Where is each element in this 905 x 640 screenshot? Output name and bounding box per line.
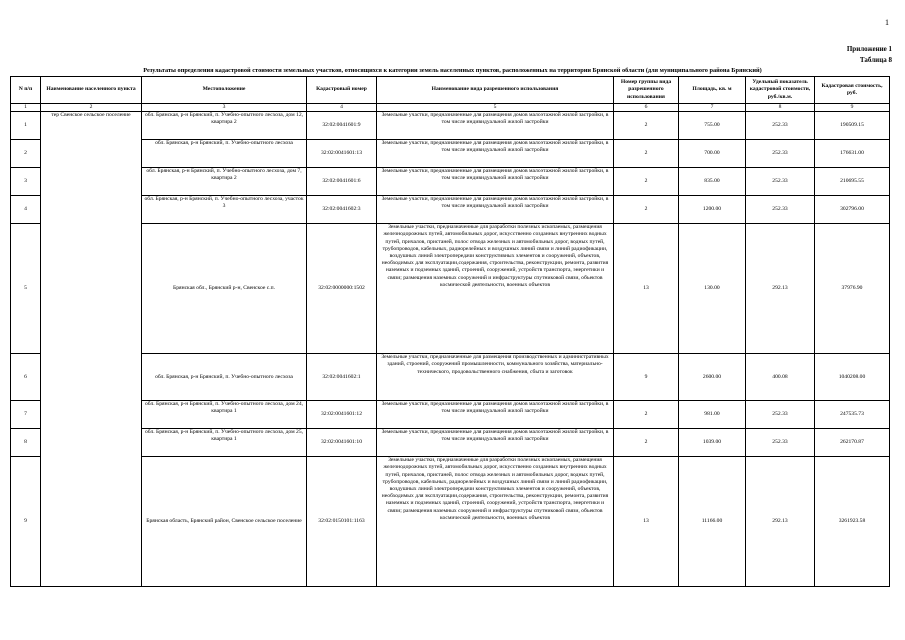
header-cell: Кадастровый номер: [307, 77, 377, 104]
use-type-cell: Земельные участки, предназначенные для размещения домов малоэтажной жилой застройки, в том числе индивидуальной жилой застройки: [377, 401, 614, 429]
row-number: 7: [11, 401, 41, 429]
cadastral-number-cell: 32:02:0041601:9: [307, 112, 377, 140]
rate-cell: 252.33: [746, 140, 815, 168]
table-row: [11, 224, 890, 354]
value-cell: 1040208.00: [815, 354, 890, 401]
use-type-cell: Земельные участки, предназначенные для размещения домов малоэтажной жилой застройки, в том числе индивидуальной жилой застройки: [377, 140, 614, 168]
group-cell: 2: [614, 429, 679, 457]
rate-cell: 292.13: [746, 224, 815, 354]
rate-cell: 400.08: [746, 354, 815, 401]
column-number-row: [11, 104, 890, 112]
value-cell: 37976.90: [815, 224, 890, 354]
row-number: 6: [11, 354, 41, 401]
area-cell: 1200.00: [679, 196, 746, 224]
location-cell: Брянская область, Брянский район, Свенское сельское поселение: [142, 457, 307, 587]
header-cell: Номер группы вида разрешенного использования: [614, 77, 679, 104]
table-row: [11, 457, 890, 587]
table-row: [11, 401, 890, 429]
table-row: [11, 429, 890, 457]
use-type-cell: Земельные участки, предназначенные для размещения домов малоэтажной жилой застройки, в том числе индивидуальной жилой застройки: [377, 168, 614, 196]
column-number: 8: [746, 104, 815, 112]
area-cell: 2600.00: [679, 354, 746, 401]
value-cell: 262170.87: [815, 429, 890, 457]
use-type-cell: Земельные участки, предназначенные для разработки полезных ископаемых, размещения железнодорожных путей, автомобильных дорог, искусственно созданных внутренних водных путей, причалов, пристаней, полос отвода железных и автомобильных дорог, водных путей, трубопроводов, кабельных, радиорелейных и воздушных линий связи и линий радиофикации, воздушных линий электропередачи конструктивных элементов и сооружений, объектов, необходимых для эксплуатации,содержания, строительства, реконструкции, ремонта, развития наземных и подземных зданий, строений, сооружений, устройств транспорта, энергетики и связи; размещения наземных сооружений и инфраструктуры спутниковой связи, объектов космической деятельности, военных объектов: [377, 457, 614, 587]
group-cell: 2: [614, 401, 679, 429]
cadastral-number-cell: 32:02:0041602:3: [307, 196, 377, 224]
group-cell: 2: [614, 140, 679, 168]
area-cell: 130.00: [679, 224, 746, 354]
table-row: [11, 140, 890, 168]
cadastral-number-cell: 32:02:0041601:12: [307, 401, 377, 429]
location-cell: обл. Брянская, р-н Брянский, п. Учебно-опытного лесхоза, дом 12, квартира 2: [142, 112, 307, 140]
table-row: [11, 196, 890, 224]
location-cell: обл. Брянская, р-н Брянский, п. Учебно-опытного лесхоза: [142, 354, 307, 401]
document-title: Результаты определения кадастровой стоимости земельных участков, относящихся к категории земель населенных пунктов, расположенных на территории Брянской области (для муниципального района Брянский): [143, 67, 762, 74]
area-cell: 755.00: [679, 112, 746, 140]
rate-cell: 252.33: [746, 168, 815, 196]
value-cell: 176631.00: [815, 140, 890, 168]
use-type-cell: Земельные участки, предназначенные для размещения домов малоэтажной жилой застройки, в том числе индивидуальной жилой застройки: [377, 112, 614, 140]
location-cell: обл. Брянская, р-н Брянский, п. Учебно-опытного лесхоза: [142, 140, 307, 168]
row-number: 5: [11, 224, 41, 354]
location-cell: обл. Брянская, р-н Брянский, п. Учебно-опытного лесхоза, дом 7, квартира 2: [142, 168, 307, 196]
value-cell: 302796.00: [815, 196, 890, 224]
settlement-cell: тер Свенское сельское поселение: [41, 112, 142, 587]
cadastral-number-cell: 32:02:0041601:10: [307, 429, 377, 457]
header-cell: N п/п: [11, 77, 41, 104]
use-type-cell: Земельные участки, предназначенные для разработки полезных ископаемых, размещения железнодорожных путей, автомобильных дорог, искусственно созданных внутренних водных путей, причалов, пристаней, полос отвода железных и автомобильных дорог, водных путей, трубопроводов, кабельных, радиорелейных и воздушных линий связи и линий радиофикации, воздушных линий электропередачи конструктивных элементов и сооружений, объектов, необходимых для эксплуатации,содержания, строительства, реконструкции, ремонта, развития наземных и подземных зданий, строений, сооружений, устройств транспорта, энергетики и связи; размещения наземных сооружений и инфраструктуры спутниковой связи, объектов космической деятельности, военных объектов: [377, 224, 614, 354]
column-number: 2: [41, 104, 142, 112]
use-type-cell: Земельные участки, предназначенные для размещения домов малоэтажной жилой застройки, в том числе индивидуальной жилой застройки: [377, 196, 614, 224]
page-number: 1: [885, 18, 889, 27]
column-number: 3: [142, 104, 307, 112]
cadastral-number-cell: 32:02:0041601:6: [307, 168, 377, 196]
use-type-cell: Земельные участки, предназначенные для размещения производственных и административных зданий, строений, сооружений промышленности, коммунального хозяйства, материально-технического, продовольственного снабжения, сбыта и заготовок: [377, 354, 614, 401]
header-cell: Наименование населенного пункта: [41, 77, 142, 104]
row-number: 1: [11, 112, 41, 140]
table-row: [11, 168, 890, 196]
column-number: 5: [377, 104, 614, 112]
cadastral-table: [10, 76, 890, 587]
area-cell: 1039.00: [679, 429, 746, 457]
location-cell: обл. Брянская, р-н Брянский, п. Учебно-опытного лесхоза, дом 24, квартира 1: [142, 401, 307, 429]
header-cell: Наименование вида разрешенного использования: [377, 77, 614, 104]
value-cell: 247535.73: [815, 401, 890, 429]
value-cell: 190509.15: [815, 112, 890, 140]
header-row: [11, 77, 890, 104]
column-number: 9: [815, 104, 890, 112]
area-cell: 981.00: [679, 401, 746, 429]
group-cell: 2: [614, 196, 679, 224]
table-row: [11, 112, 890, 140]
area-cell: 835.00: [679, 168, 746, 196]
header-cell: Площадь, кв. м: [679, 77, 746, 104]
area-cell: 700.00: [679, 140, 746, 168]
rate-cell: 292.13: [746, 457, 815, 587]
header-cell: Кадастровая стоимость, руб.: [815, 77, 890, 104]
cadastral-number-cell: 32:02:0000000:1502: [307, 224, 377, 354]
location-cell: обл. Брянская, р-н Брянский, п. Учебно-опытного лесхоза, участок 3: [142, 196, 307, 224]
cadastral-number-cell: 32:02:0041601:13: [307, 140, 377, 168]
location-cell: обл. Брянская, р-н Брянский, п. Учебно-опытного лесхоза, дом 25, квартира 1: [142, 429, 307, 457]
column-number: 4: [307, 104, 377, 112]
row-number: 9: [11, 457, 41, 587]
rate-cell: 252.33: [746, 429, 815, 457]
group-cell: 9: [614, 354, 679, 401]
location-cell: Брянская обл., Брянский р-н, Свенское с.п.: [142, 224, 307, 354]
use-type-cell: Земельные участки, предназначенные для размещения домов малоэтажной жилой застройки, в том числе индивидуальной жилой застройки: [377, 429, 614, 457]
column-number: 7: [679, 104, 746, 112]
column-number: 6: [614, 104, 679, 112]
value-cell: 3261923.58: [815, 457, 890, 587]
group-cell: 13: [614, 224, 679, 354]
header-cell: Местоположение: [142, 77, 307, 104]
row-number: 8: [11, 429, 41, 457]
rate-cell: 252.33: [746, 112, 815, 140]
group-cell: 2: [614, 168, 679, 196]
rate-cell: 252.33: [746, 196, 815, 224]
value-cell: 210695.55: [815, 168, 890, 196]
cadastral-number-cell: 32:02:0150101:1163: [307, 457, 377, 587]
appendix-label: Приложение 1: [846, 45, 892, 53]
table-row: [11, 354, 890, 401]
column-number: 1: [11, 104, 41, 112]
table-number-label: Таблица 8: [859, 56, 892, 64]
header-cell: Удельный показатель кадастровой стоимости, руб./кв.м.: [746, 77, 815, 104]
row-number: 3: [11, 168, 41, 196]
row-number: 2: [11, 140, 41, 168]
rate-cell: 252.33: [746, 401, 815, 429]
group-cell: 2: [614, 112, 679, 140]
area-cell: 11166.00: [679, 457, 746, 587]
group-cell: 13: [614, 457, 679, 587]
row-number: 4: [11, 196, 41, 224]
cadastral-number-cell: 32:02:0041602:1: [307, 354, 377, 401]
